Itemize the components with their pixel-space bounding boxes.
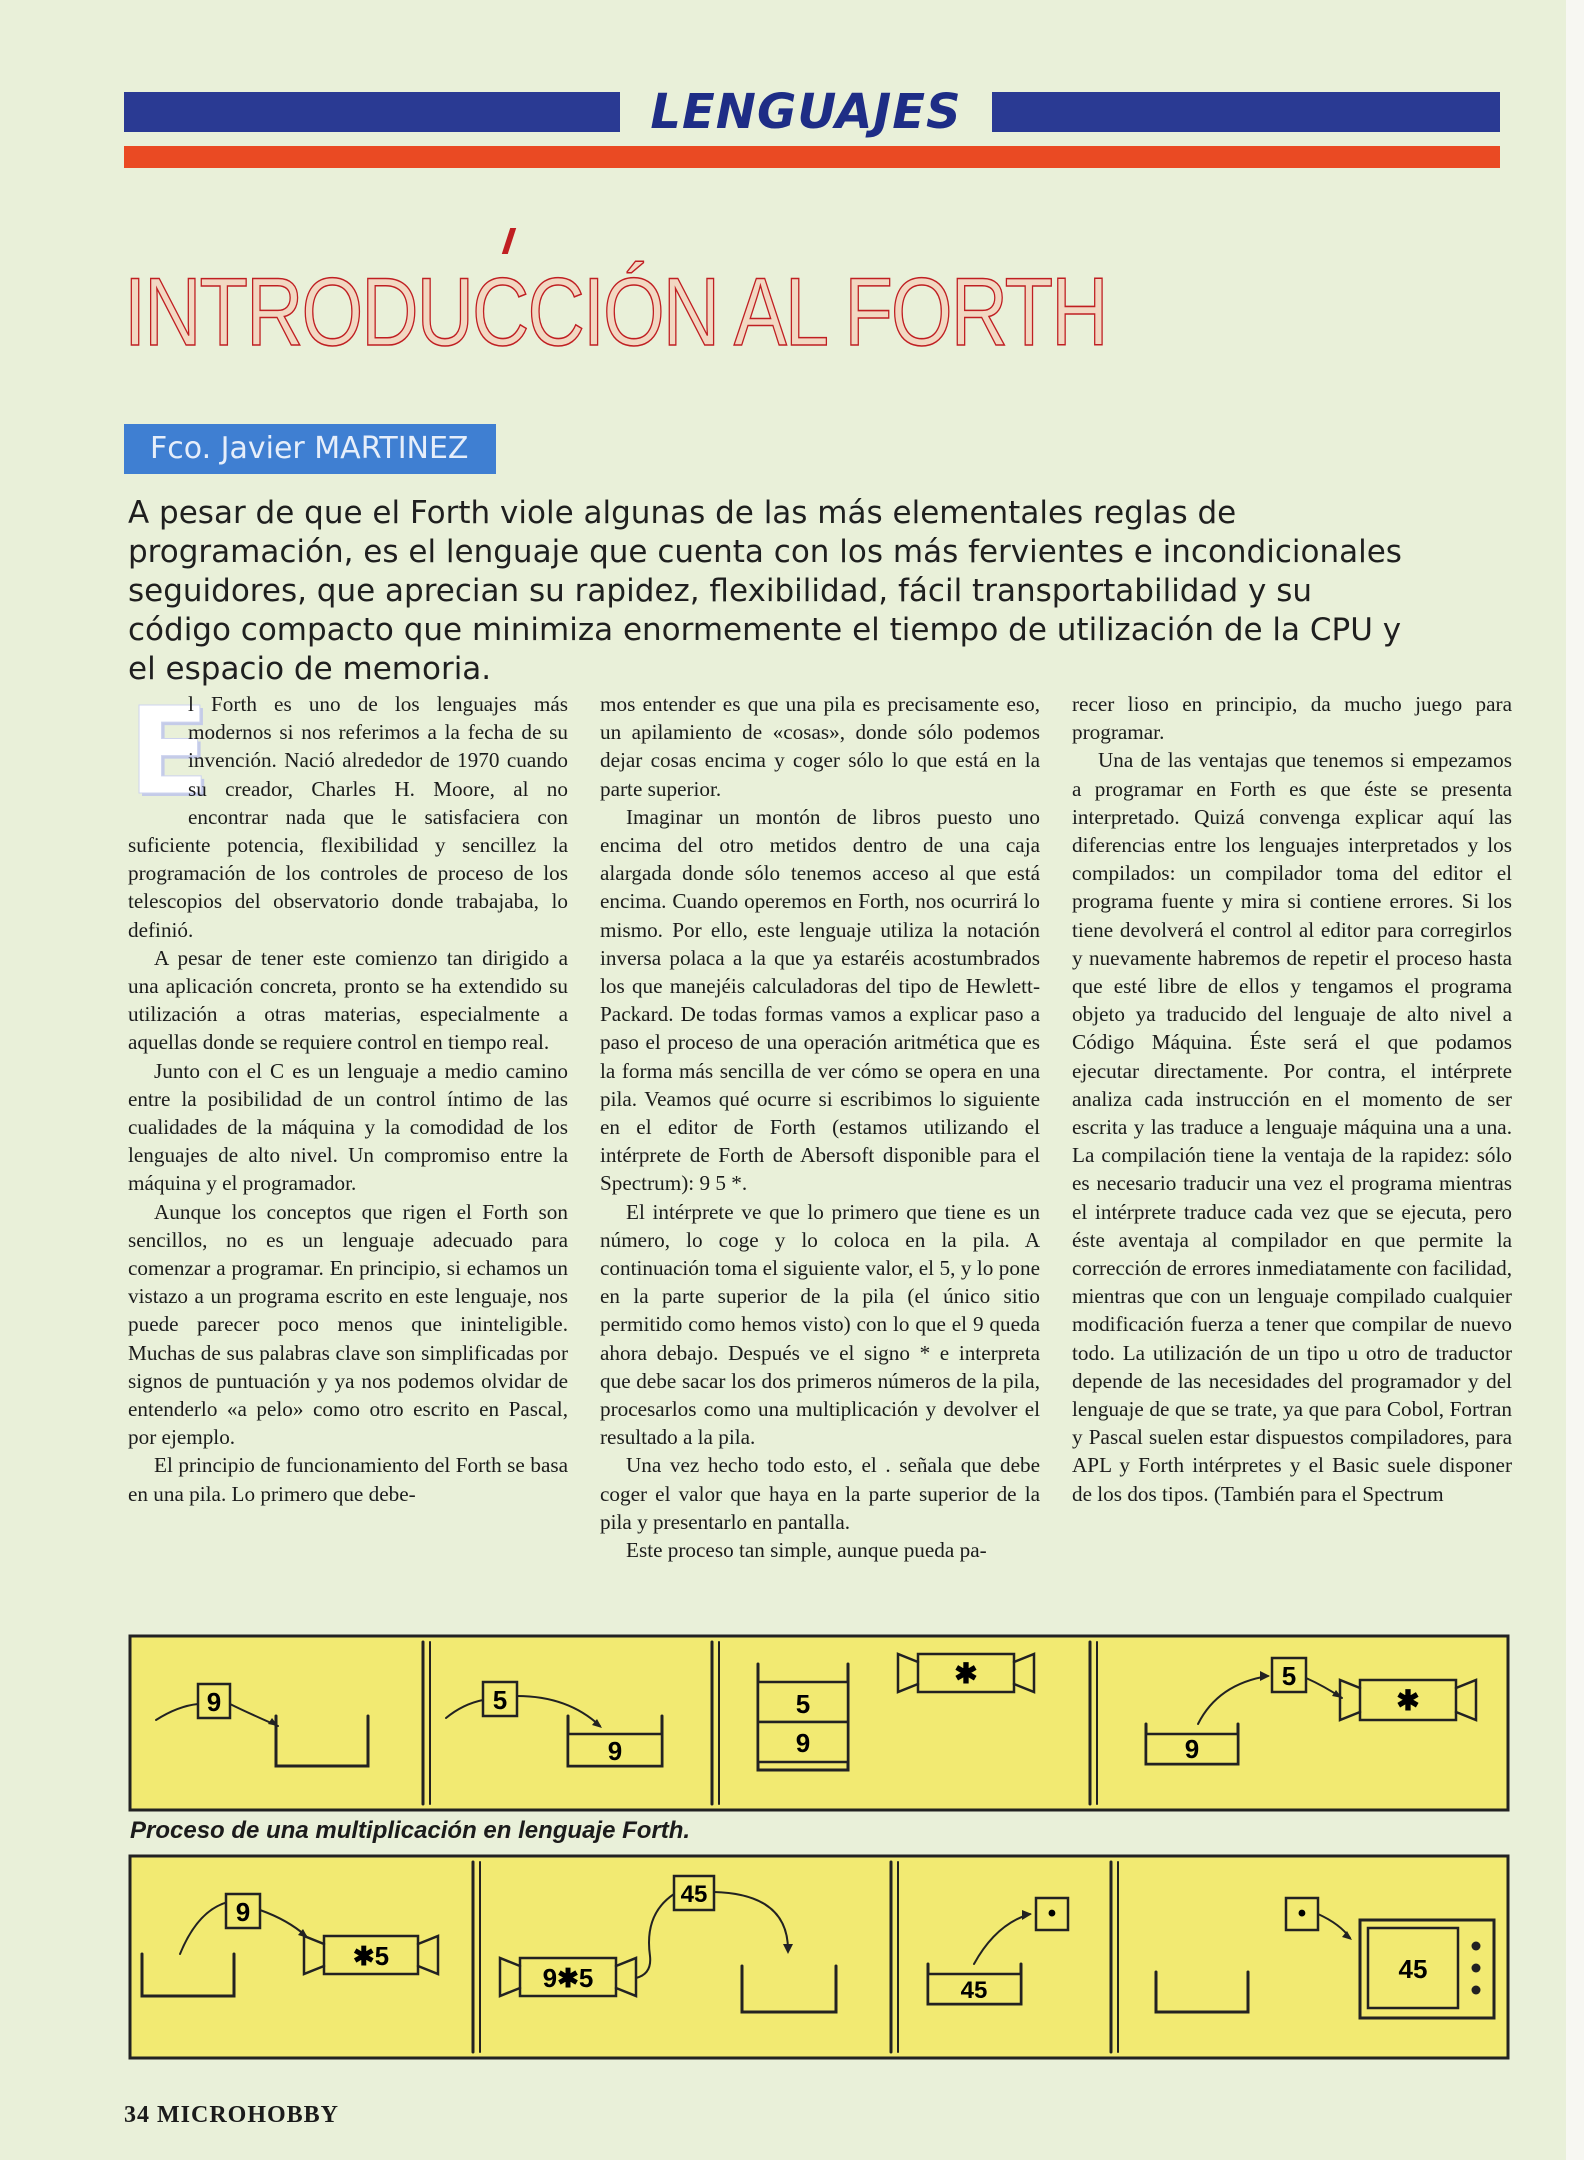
paragraph: El principio de funcionamiento del Forth se basa en una pila. Lo primero que debe- <box>128 1453 568 1506</box>
text-column-1 <box>128 683 568 1508</box>
svg-text:•: • <box>1047 1900 1057 1927</box>
section-title: LENGUAJES <box>650 84 962 140</box>
article-title: INTRODUCCIÓN AL FORTH <box>124 258 1107 367</box>
svg-text:✱5: ✱5 <box>352 1941 390 1971</box>
paragraph: mos entender es que una pila es precisamente eso, un apilamiento de «cosas», donde sólo podemos dejar cosas encima y coger sólo lo que está en la parte superior. <box>600 692 1040 801</box>
svg-text:45: 45 <box>680 1881 708 1908</box>
svg-text:9: 9 <box>1184 1734 1200 1764</box>
magazine-name: MICROHOBBY <box>157 2102 340 2128</box>
paragraph: A pesar de tener este comienzo tan dirigido a una aplicación concreta, pronto se ha extendido su utilización a otras materias, especialmente a aquellas donde se requiere control en tiempo real. <box>128 945 568 1055</box>
svg-text:9✱5: 9✱5 <box>542 1963 594 1993</box>
paragraph: Junto con el C es un lenguaje a medio camino entre la posibilidad de un control íntimo de las cualidades de la máquina y la comodidad de los lenguajes de alto nivel. Un compromiso entre la máquina y el programador. <box>128 1058 568 1196</box>
svg-text:45: 45 <box>960 1977 988 2004</box>
paragraph: Este proceso tan simple, aunque pueda pa- <box>626 1538 987 1563</box>
drop-cap: E <box>128 683 210 822</box>
svg-text:5: 5 <box>492 1685 508 1715</box>
stack-diagram-row-1 <box>128 1634 1510 1812</box>
stack-diagram-row-2 <box>128 1854 1510 2060</box>
paragraph: Una vez hecho todo esto, el . señala que debe coger el valor que haya en la parte superior de la pila y presentarlo en pantalla. <box>600 1453 1040 1534</box>
text-column-3 <box>1072 690 1512 1508</box>
page-number: 34 <box>124 2102 150 2128</box>
svg-text:9: 9 <box>795 1728 811 1758</box>
svg-text:5: 5 <box>1281 1661 1297 1691</box>
diagram-caption: Proceso de una multiplicación en lenguaje Forth. <box>130 1817 691 1844</box>
paragraph: Una de las ventajas que tenemos si empezamos a programar en Forth es que éste se presenta interpretado. Quizá convenga explicar aquí las diferencias entre los lenguajes interpretados y los compilados: un compilador toma del editor el programa fuente y mira si contiene errores. Si los tiene devolverá el control al editor para corregirlos y nuevamente habremos de repetir el proceso hasta que esté libre de ellos y tengamos el programa objeto ya traducido del lenguaje de alto nivel a Código Máquina. Éste será el que podamos ejecutar directamente. Por contra, el intérprete analiza cada instrucción en el momento de ser escrita y las traduce a lenguaje máquina una a una. La compilación tiene la ventaja de la rapidez: sólo es necesario traducir una vez el programa mientras el intérprete traduce cada vez que se ejecuta, pero éste aventaja al compilador en que permite la corrección de errores inmediatamente con facilidad, mientras que con un lenguaje compilado cualquier modificación fuerza a tener que compilar de nuevo todo. La utilización de un tipo u otro de traductor depende de las necesidades del programador y del lenguaje de que se trate, ya que para Cobol, Fortran y Pascal suelen estar dispuestos compiladores, para APL y Forth intérpretes y el Basic suele disponer de los dos tipos. (También para el Spectrum <box>1072 748 1513 1506</box>
paragraph: El intérprete ve que lo primero que tiene es un número, lo coge y lo coloca en la pila. A continuación toma el siguiente valor, el 5, y lo pone en la parte superior de la pila (el único sitio permitido como hemos visto) con lo que el 9 queda ahora debajo. Después ve el signo * e interpreta que debe sacar los dos primeros números de la pila, procesarlos como una multiplicación y devolver el resultado a la pila. <box>600 1199 1040 1450</box>
svg-text:9: 9 <box>607 1736 623 1766</box>
svg-text:45: 45 <box>1398 1954 1428 1984</box>
header-rule <box>124 146 1500 168</box>
header-bar-left <box>124 92 620 132</box>
svg-text:✱: ✱ <box>1396 1685 1420 1716</box>
svg-text:5: 5 <box>795 1689 811 1719</box>
page-edge <box>1566 0 1584 2160</box>
header-bar-right <box>992 92 1500 132</box>
text-column-2 <box>600 690 1040 1564</box>
svg-text:9: 9 <box>206 1687 222 1717</box>
paragraph: E l Forth es uno de los lenguajes más modernos si nos referimos a la fecha de su invención. Nació alrededor de 1970 cuando su creador, Charles H. Moore, al no encontrar nada que le satisfaciera con suficiente potencia, flexibilidad y sencillez la programación de los controles de proceso de los telescopios del observatorio donde trabajaba, lo definió. <box>128 683 568 942</box>
lead-paragraph: A pesar de que el Forth viole algunas de las más elementales reglas de programación, es el lenguaje que cuenta con los más fervientes e incondicionales seguidores, que aprecian su rapidez, flexibilidad, fácil transportabilidad y su código compacto que minimiza enormemente el tiempo de utilización de la CPU y el espacio de memoria. <box>128 495 1402 687</box>
page-footer <box>124 2102 339 2129</box>
author-byline: Fco. Javier MARTINEZ <box>124 424 496 474</box>
svg-text:✱: ✱ <box>954 1658 978 1689</box>
paragraph: Aunque los conceptos que rigen el Forth son sencillos, no es un lenguaje adecuado para comenzar a programar. En principio, si echamos un vistazo a un programa escrito en este lenguaje, nos puede parecer poco menos que ininteligible. Muchas de sus palabras clave son simplificadas por signos de puntuación y ya nos podemos olvidar de entenderlo «a pelo» como otro escrito en Pascal, por ejemplo. <box>128 1199 568 1450</box>
paragraph: recer lioso en principio, da mucho juego para programar. <box>1072 692 1512 745</box>
paragraph: Imaginar un montón de libros puesto uno encima del otro metidos dentro de una caja alargada donde sólo tenemos acceso al que está encima. Cuando operemos en Forth, nos ocurrirá lo mismo. Por ello, este lenguaje utiliza la notación inversa polaca a la que ya estaréis acostumbrados los que manejéis calculadoras del tipo de Hewlett-Packard. De todas formas vamos a explicar paso a paso el proceso de una operación aritmética que es la forma más sencilla de ver cómo se opera en una pila. Veamos qué ocurre si escribimos lo siguiente en el editor de Forth (estamos utilizando el intérprete de Forth de Abersoft disponible para el Spectrum): 9 5 *. <box>600 804 1040 1196</box>
svg-text:9: 9 <box>235 1897 251 1927</box>
svg-text:•: • <box>1297 1900 1307 1927</box>
